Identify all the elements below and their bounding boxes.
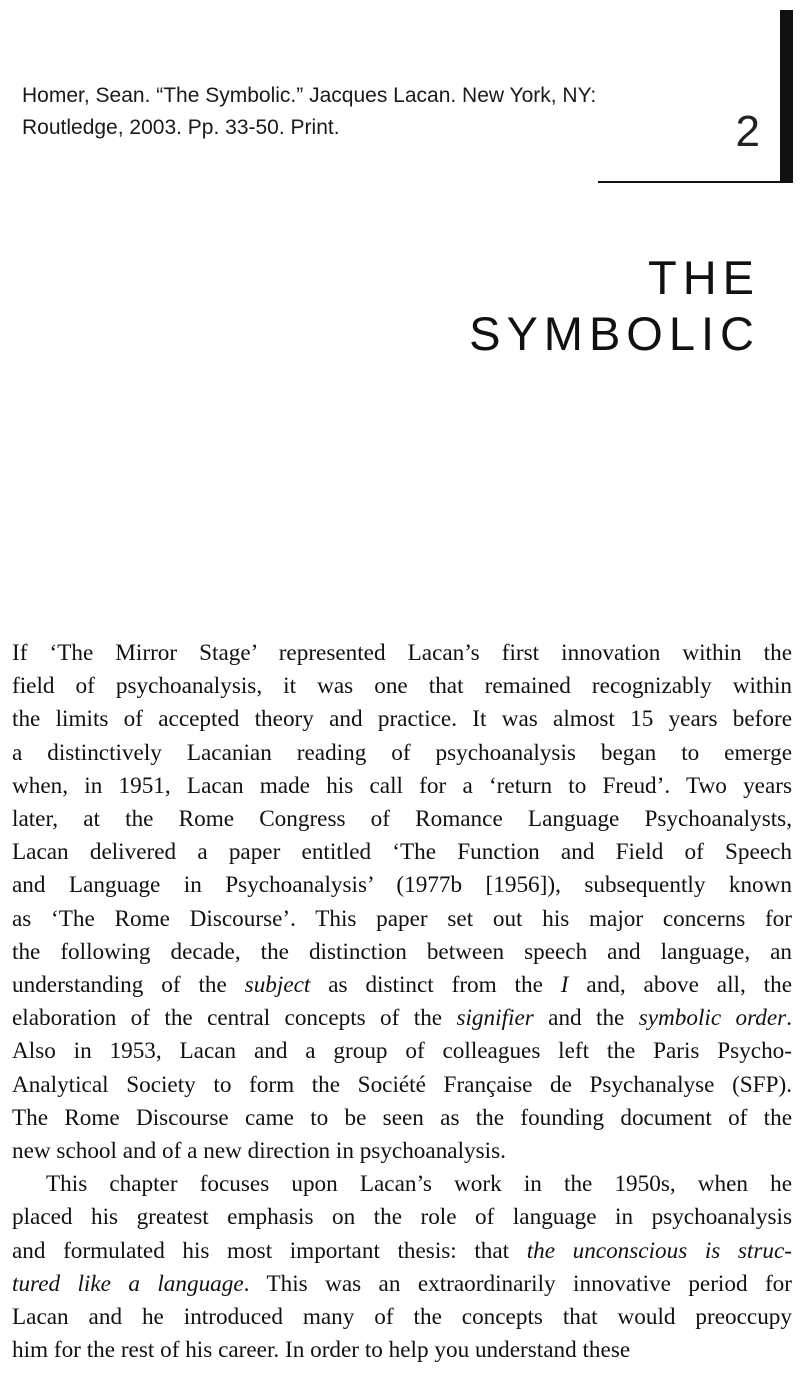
text-line <box>12 1268 792 1301</box>
text-segment: when, in 1951, Lacan made his call for a ‘return to Freud’. Two years <box>12 772 792 799</box>
text-segment: and the <box>533 1005 639 1032</box>
text-line <box>12 903 792 936</box>
text-segment: and, above all, the <box>568 972 792 999</box>
text-segment: as distinct from the <box>310 972 561 999</box>
citation-line-1: Homer, Sean. “The Symbolic.” Jacques Lacan. New York, NY: <box>22 84 597 107</box>
text-segment: him for the rest of his career. In order to help you understand these <box>12 1337 631 1364</box>
text-segment: If ‘The Mirror Stage’ represented Lacan’s first innovation within the <box>12 640 792 666</box>
text-segment: placed his greatest emphasis on the role of language in psychoanalysis <box>12 1204 792 1231</box>
italic-text: tured like a language <box>12 1270 244 1297</box>
paragraph-2 <box>12 1168 792 1367</box>
chapter-marker-bar <box>780 10 793 182</box>
text-segment: as ‘The Rome Discourse’. This paper set out his major concerns for <box>12 905 792 932</box>
text-segment: Also in 1953, Lacan and a group of colleagues left the Paris Psycho- <box>12 1038 792 1065</box>
chapter-title <box>469 250 760 362</box>
text-segment: the following decade, the distinction between speech and language, an <box>12 938 792 965</box>
text-line <box>12 670 792 703</box>
text-line <box>12 770 792 803</box>
text-segment: elaboration of the central concepts of the <box>12 1005 457 1032</box>
italic-text: signifier <box>456 1005 534 1032</box>
text-line <box>12 1168 792 1201</box>
text-line <box>12 637 792 670</box>
text-line <box>12 1235 792 1268</box>
text-segment: new school and of a new direction in psychoanalysis. <box>12 1138 506 1165</box>
text-segment: field of psychoanalysis, it was one that remained recognizably within <box>12 673 792 700</box>
text-segment: . <box>786 1005 793 1032</box>
body-text <box>12 637 792 1367</box>
text-line <box>12 803 792 836</box>
chapter-title-line-2: SYMBOLIC <box>469 307 760 360</box>
text-line <box>12 1135 792 1168</box>
text-segment: and Language in Psychoanalysis’ (1977b [1956]), subsequently known <box>12 872 792 899</box>
italic-text: subject <box>244 972 311 999</box>
chapter-number: 2 <box>735 107 760 156</box>
text-line <box>12 1102 792 1135</box>
paragraph-1 <box>12 637 792 1168</box>
text-line <box>12 1301 792 1334</box>
text-line <box>12 1002 792 1035</box>
text-segment: the limits of accepted theory and practice. It was almost 15 years before <box>12 706 792 733</box>
text-line <box>12 969 792 1002</box>
text-segment: and formulated his most important thesis: that <box>12 1237 527 1264</box>
text-segment: The Rome Discourse came to be seen as the founding document of the <box>12 1104 792 1131</box>
text-segment: later, at the Rome Congress of Romance Language Psychoanalysts, <box>12 806 792 833</box>
text-line <box>12 1035 792 1068</box>
italic-text: symbolic order <box>638 1005 787 1032</box>
text-segment: . This was an extraordinarily innovative period for <box>243 1270 792 1297</box>
text-line <box>12 836 792 869</box>
text-line <box>12 869 792 902</box>
text-line <box>12 1334 792 1367</box>
text-segment: a distinctively Lacanian reading of psychoanalysis began to emerge <box>12 739 792 766</box>
chapter-title-line-1: THE <box>648 251 760 304</box>
text-segment: This chapter focuses upon Lacan’s work in the 1950s, when he <box>46 1171 792 1198</box>
chapter-marker-rule <box>598 181 793 183</box>
italic-text: the unconscious is struc- <box>526 1237 792 1264</box>
italic-text: I <box>560 972 569 999</box>
text-line <box>12 1201 792 1234</box>
text-line <box>12 703 792 736</box>
text-segment: Lacan and he introduced many of the concepts that would preoccupy <box>12 1304 792 1331</box>
text-line <box>12 1069 792 1102</box>
citation-block <box>22 80 742 144</box>
text-line <box>12 737 792 770</box>
text-segment: Analytical Society to form the Société Française de Psychanalyse (SFP). <box>12 1071 792 1098</box>
text-segment: Lacan delivered a paper entitled ‘The Function and Field of Speech <box>12 839 792 866</box>
citation-line-2: Routledge, 2003. Pp. 33-50. Print. <box>22 116 340 139</box>
text-segment: understanding of the <box>12 972 245 999</box>
text-line <box>12 936 792 969</box>
